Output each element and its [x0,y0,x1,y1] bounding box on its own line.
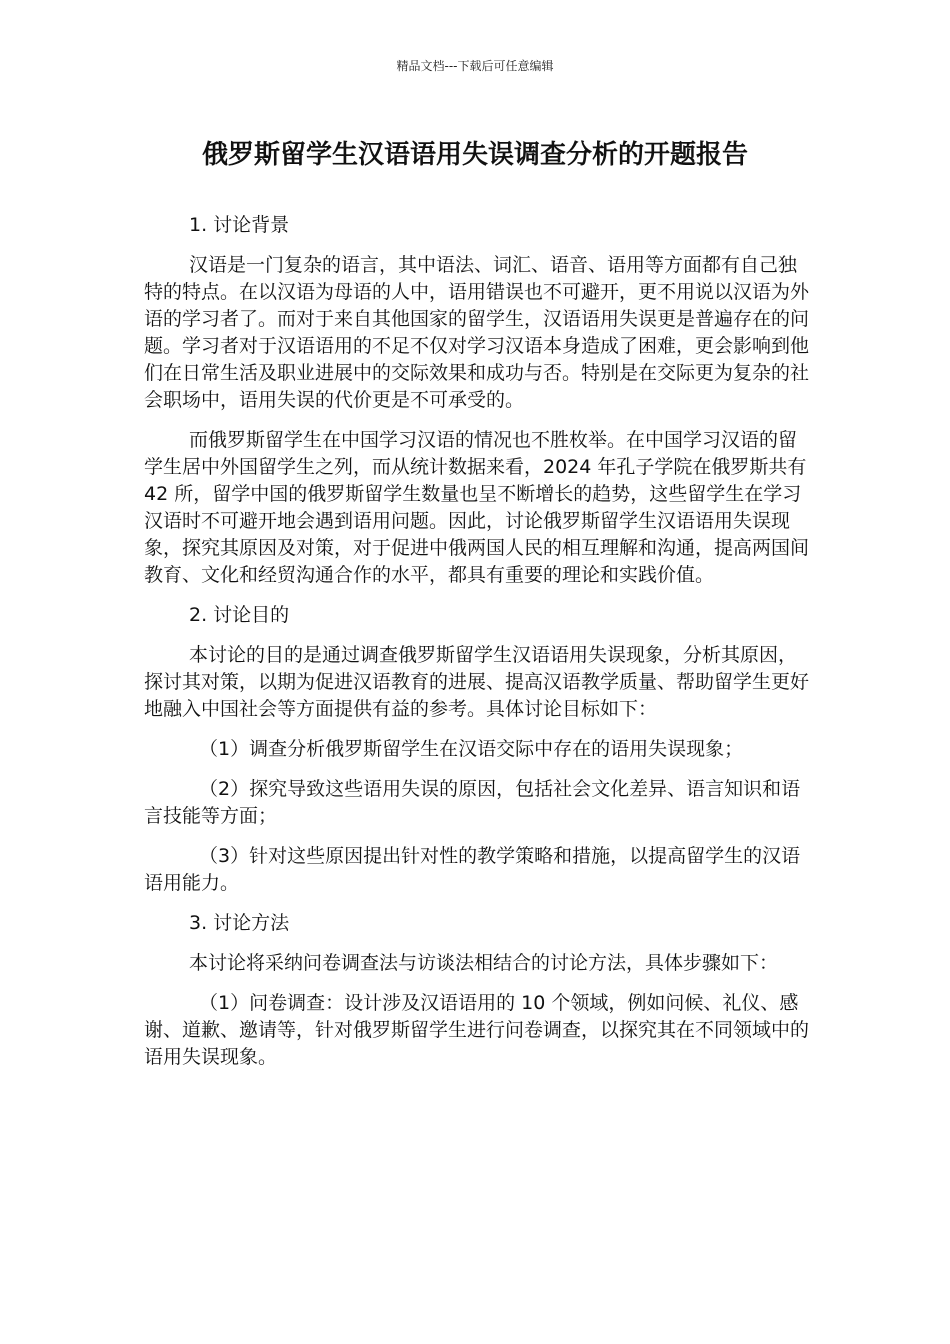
list-item: （3）针对这些原因提出针对性的教学策略和措施，以提高留学生的汉语语用能力。 [144,845,801,894]
body-paragraph: 本讨论将采纳问卷调查法与访谈法相结合的讨论方法，具体步骤如下： [189,952,779,974]
section-heading: 3. 讨论方法 [189,912,290,934]
document-body [144,212,810,1084]
section-heading: 2. 讨论目的 [189,604,290,626]
list-item: （2）探究导致这些语用失误的原因，包括社会文化差异、语言知识和语言技能等方面； [144,778,801,827]
list-item: （1）问卷调查：设计涉及汉语语用的 10 个领域，例如问候、礼仪、感谢、道歉、邀请等，针对俄罗斯留学生进行问卷调查，以探究其在不同领域中的语用失误现象。 [144,992,810,1068]
body-paragraph: 而俄罗斯留学生在中国学习汉语的情况也不胜枚举。在中国学习汉语的留学生居中外国留学生之列，而从统计数据来看，2024 年孔子学院在俄罗斯共有 42 所，留学中国的俄罗斯留学生数量也呈不断增长的趋势，这些留学生在学习汉语时不可避开地会遇到语用问题。因此，讨论俄罗斯留学生汉语语用失误现象，探究其原因及对策，对于促进中俄两国人民的相互理解和沟通，提高两国间教育、文化和经贸沟通合作的水平，都具有重要的理论和实践价值。 [144,429,810,586]
section-heading: 1. 讨论背景 [189,214,290,236]
body-paragraph: 本讨论的目的是通过调查俄罗斯留学生汉语语用失误现象，分析其原因，探讨其对策，以期为促进汉语教育的进展、提高汉语教学质量、帮助留学生更好地融入中国社会等方面提供有益的参考。具体讨论目标如下： [144,644,810,720]
document-title: 俄罗斯留学生汉语语用失误调查分析的开题报告 [201,140,748,170]
header-note: 精品文档---下载后可任意编辑 [396,59,554,73]
body-paragraph: 汉语是一门复杂的语言，其中语法、词汇、语音、语用等方面都有自己独特的特点。在以汉语为母语的人中，语用错误也不可避开，更不用说以汉语为外语的学习者了。而对于来自其他国家的留学生，汉语语用失误更是普遍存在的问题。学习者对于汉语语用的不足不仅对学习汉语本身造成了困难，更会影响到他们在日常生活及职业进展中的交际效果和成功与否。特别是在交际更为复杂的社会职场中，语用失误的代价更是不可承受的。 [144,254,810,411]
list-item: （1）调查分析俄罗斯留学生在汉语交际中存在的语用失误现象； [199,738,744,760]
